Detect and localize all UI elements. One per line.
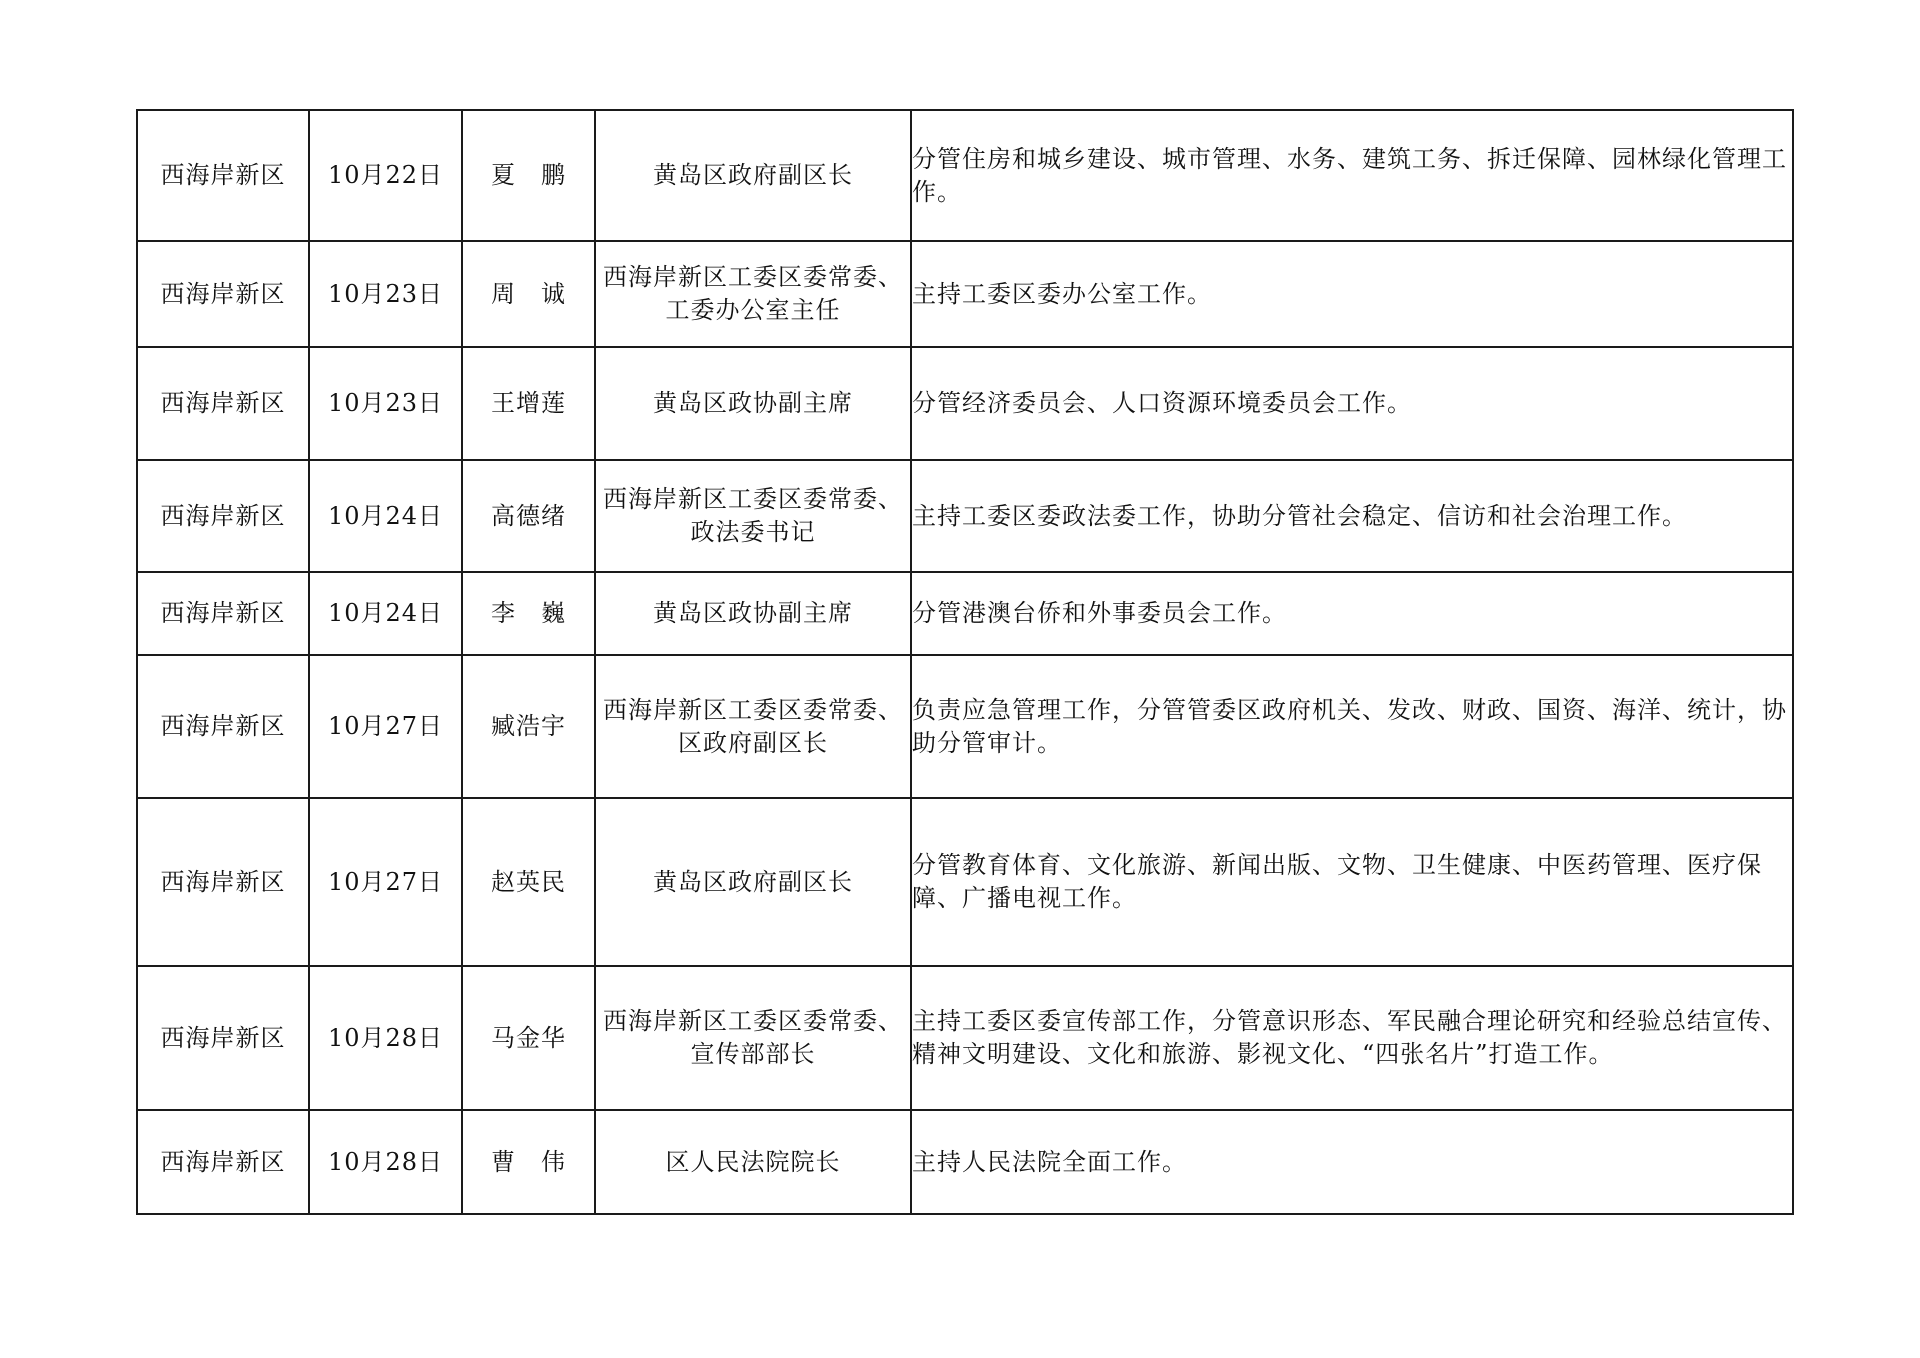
duty-cell: 分管港澳台侨和外事委员会工作。 [911, 572, 1793, 655]
area-cell: 西海岸新区 [137, 347, 309, 460]
position-cell: 黄岛区政府副区长 [595, 798, 911, 966]
date-cell: 10月28日 [309, 1110, 462, 1214]
area-cell: 西海岸新区 [137, 655, 309, 798]
date-cell: 10月24日 [309, 460, 462, 572]
table-row [137, 798, 1793, 966]
area-cell: 西海岸新区 [137, 572, 309, 655]
schedule-table [136, 109, 1794, 1215]
table-row [137, 110, 1793, 241]
date-cell: 10月27日 [309, 655, 462, 798]
position-cell: 黄岛区政协副主席 [595, 347, 911, 460]
position-cell: 西海岸新区工委区委常委、宣传部部长 [595, 966, 911, 1110]
date-cell: 10月24日 [309, 572, 462, 655]
table-row [137, 572, 1793, 655]
name-cell: 李 巍 [462, 572, 595, 655]
area-cell: 西海岸新区 [137, 241, 309, 347]
area-cell: 西海岸新区 [137, 966, 309, 1110]
table-row [137, 655, 1793, 798]
table-row [137, 241, 1793, 347]
name-cell: 周 诚 [462, 241, 595, 347]
name-cell: 臧浩宇 [462, 655, 595, 798]
date-cell: 10月28日 [309, 966, 462, 1110]
name-cell: 王增莲 [462, 347, 595, 460]
name-cell: 曹 伟 [462, 1110, 595, 1214]
name-cell: 夏 鹏 [462, 110, 595, 241]
duty-cell: 分管教育体育、文化旅游、新闻出版、文物、卫生健康、中医药管理、医疗保障、广播电视工作。 [911, 798, 1793, 966]
duty-cell: 主持人民法院全面工作。 [911, 1110, 1793, 1214]
name-cell: 赵英民 [462, 798, 595, 966]
area-cell: 西海岸新区 [137, 798, 309, 966]
table-row [137, 966, 1793, 1110]
table-row [137, 1110, 1793, 1214]
area-cell: 西海岸新区 [137, 460, 309, 572]
name-cell: 高德绪 [462, 460, 595, 572]
position-cell: 区人民法院院长 [595, 1110, 911, 1214]
position-cell: 西海岸新区工委区委常委、工委办公室主任 [595, 241, 911, 347]
date-cell: 10月22日 [309, 110, 462, 241]
area-cell: 西海岸新区 [137, 110, 309, 241]
duty-cell: 分管经济委员会、人口资源环境委员会工作。 [911, 347, 1793, 460]
duty-cell: 主持工委区委宣传部工作，分管意识形态、军民融合理论研究和经验总结宣传、精神文明建设、文化和旅游、影视文化、“四张名片”打造工作。 [911, 966, 1793, 1110]
position-cell: 黄岛区政协副主席 [595, 572, 911, 655]
duty-cell: 负责应急管理工作，分管管委区政府机关、发改、财政、国资、海洋、统计，协助分管审计。 [911, 655, 1793, 798]
date-cell: 10月23日 [309, 347, 462, 460]
duty-cell: 主持工委区委政法委工作，协助分管社会稳定、信访和社会治理工作。 [911, 460, 1793, 572]
name-cell: 马金华 [462, 966, 595, 1110]
position-cell: 西海岸新区工委区委常委、政法委书记 [595, 460, 911, 572]
area-cell: 西海岸新区 [137, 1110, 309, 1214]
table-row [137, 347, 1793, 460]
date-cell: 10月23日 [309, 241, 462, 347]
date-cell: 10月27日 [309, 798, 462, 966]
duty-cell: 主持工委区委办公室工作。 [911, 241, 1793, 347]
duty-cell: 分管住房和城乡建设、城市管理、水务、建筑工务、拆迁保障、园林绿化管理工作。 [911, 110, 1793, 241]
table-row [137, 460, 1793, 572]
position-cell: 黄岛区政府副区长 [595, 110, 911, 241]
position-cell: 西海岸新区工委区委常委、区政府副区长 [595, 655, 911, 798]
